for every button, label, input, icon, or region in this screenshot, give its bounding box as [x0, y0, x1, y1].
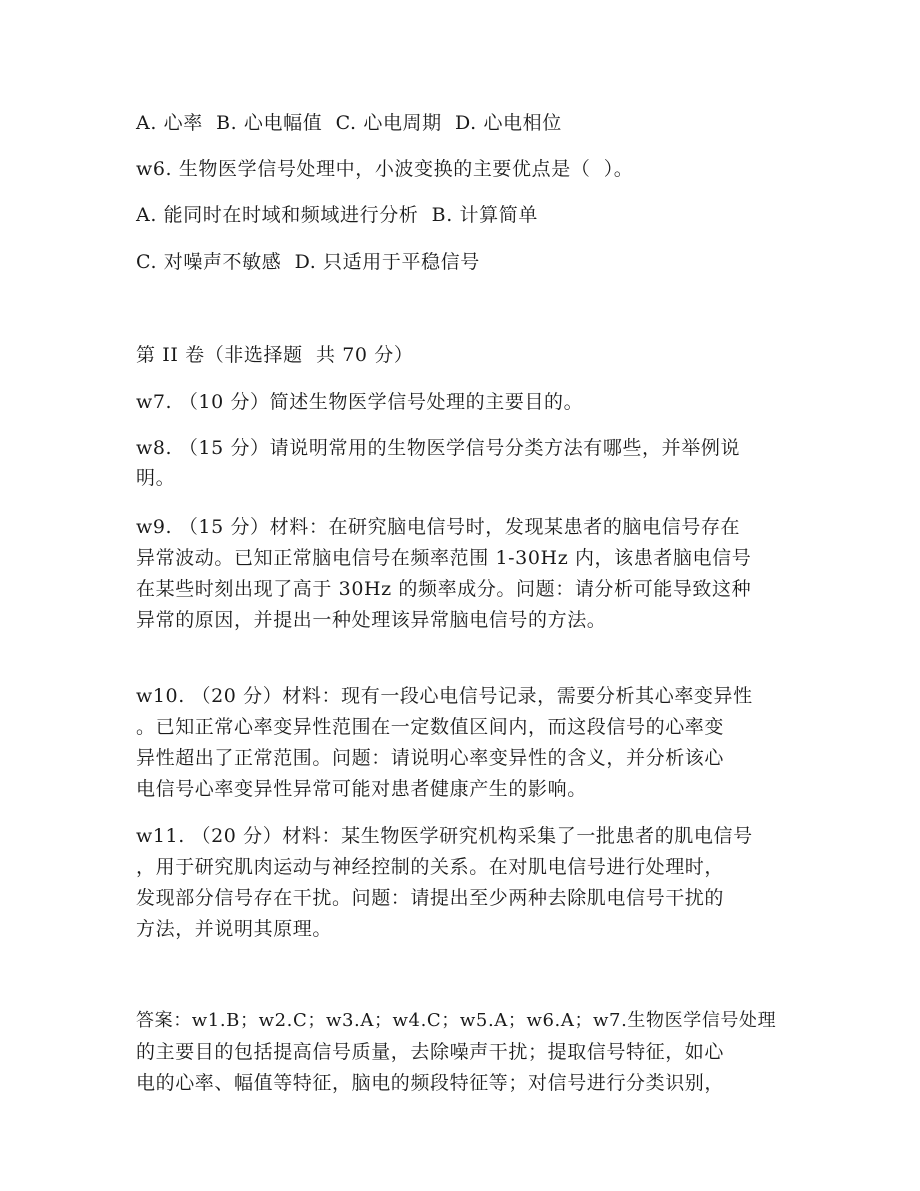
q6-question: w6. 生物医学信号处理中，小波变换的主要优点是（ ）。 [136, 158, 634, 180]
answers-line-1: 答案：w1.B；w2.C；w3.A；w4.C；w5.A；w6.A；w7.生物医学信号处理 [136, 1010, 777, 1031]
q10-text-line-3: 异性超出了正常范围。问题：请说明心率变异性的含义，并分析该心 [136, 747, 725, 769]
q9-text-line-3: 在某些时刻出现了高于 30Hz 的频率成分。问题：请分析可能导致这种 [136, 578, 752, 600]
q9-text-line-4: 异常的原因，并提出一种处理该异常脑电信号的方法。 [136, 609, 607, 631]
answers-line-3: 电的心率、幅值等特征，脑电的频段特征等；对信号进行分类识别， [136, 1072, 725, 1094]
q11-text-line-4: 方法，并说明其原理。 [136, 918, 333, 940]
q8-text-line-2: 明。 [136, 467, 176, 489]
q11-text-line-2: ，用于研究肌肉运动与神经控制的关系。在对肌电信号进行处理时， [136, 856, 725, 878]
q9-text-line-1: w9. （15 分）材料：在研究脑电信号时，发现某患者的脑电信号存在 [136, 516, 741, 538]
q10-text-line-4: 电信号心率变异性异常可能对患者健康产生的影响。 [136, 778, 587, 800]
section-heading: 第 II 卷（非选择题 共 70 分） [136, 344, 414, 366]
q7-text: w7. （10 分）简述生物医学信号处理的主要目的。 [136, 391, 584, 413]
q11-text-line-3: 发现部分信号存在干扰。问题：请提出至少两种去除肌电信号干扰的 [136, 887, 725, 909]
q9-text-line-2: 异常波动。已知正常脑电信号在频率范围 1-30Hz 内，该患者脑电信号 [136, 547, 752, 569]
q6-options-line-2: C. 对噪声不敏感 D. 只适用于平稳信号 [136, 251, 480, 273]
q6-options-line-1: A. 能同时在时域和频域进行分析 B. 计算简单 [136, 204, 538, 226]
q8-text-line-1: w8. （15 分）请说明常用的生物医学信号分类方法有哪些，并举例说 [136, 437, 741, 459]
answers-line-2: 的主要目的包括提高信号质量，去除噪声干扰；提取信号特征，如心 [136, 1041, 725, 1063]
q10-text-line-2: 。已知正常心率变异性范围在一定数值区间内，而这段信号的心率变 [136, 716, 725, 738]
q10-text-line-1: w10. （20 分）材料：现有一段心电信号记录，需要分析其心率变异性 [136, 685, 753, 707]
q11-text-line-1: w11. （20 分）材料：某生物医学研究机构采集了一批患者的肌电信号 [136, 825, 753, 847]
q5-options-line: A. 心率 B. 心电幅值 C. 心电周期 D. 心电相位 [136, 112, 562, 134]
